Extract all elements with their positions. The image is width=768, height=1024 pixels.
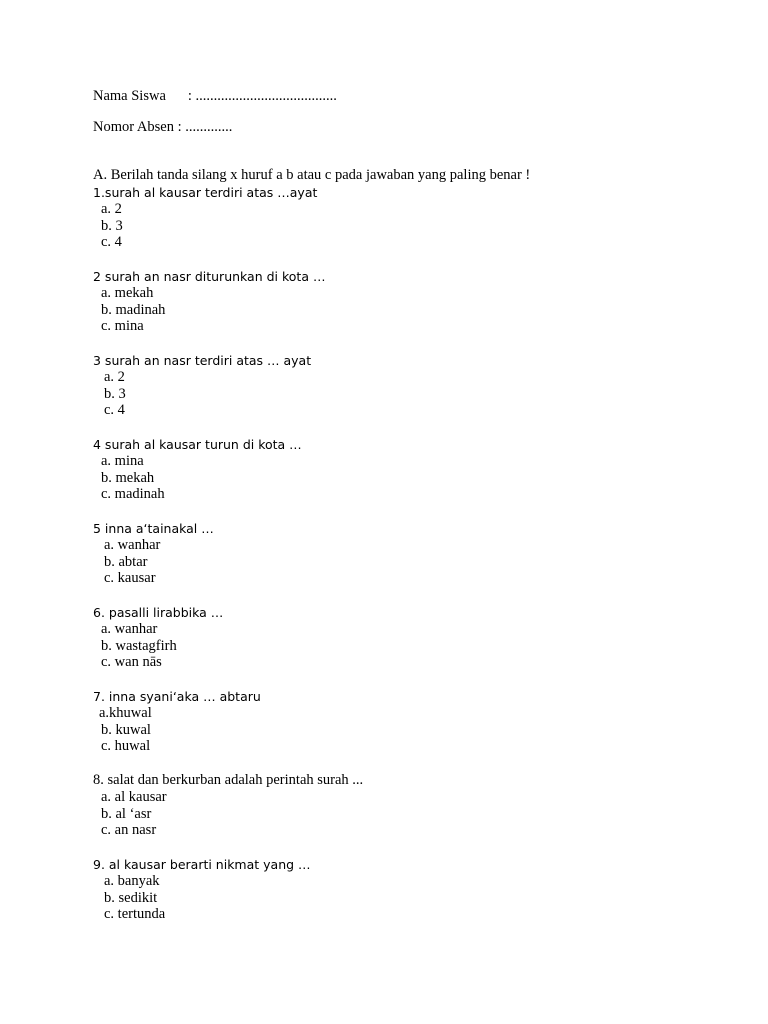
q1-option-a: a. 2 [101, 201, 122, 217]
absen-blank: ............. [185, 119, 233, 135]
student-name-label [93, 88, 337, 105]
q9-option-a: a. banyak [104, 873, 160, 889]
q4-option-c: c. madinah [101, 486, 165, 502]
question-6: 6. pasalli lirabbika … [93, 605, 224, 620]
q2-option-c: c. mina [101, 318, 144, 334]
q9-option-b: b. sedikit [104, 890, 158, 906]
q3-option-c: c. 4 [104, 402, 125, 418]
name-blank: : ....................................... [187, 88, 337, 104]
q8-option-c: c. an nasr [101, 822, 157, 838]
q4-option-a: a. mina [101, 453, 144, 469]
question-1: 1.surah al kausar terdiri atas …ayat [93, 185, 318, 200]
q5-option-c: c. kausar [104, 570, 156, 586]
q7-option-c: c. huwal [101, 738, 151, 754]
question-7: 7. inna syani‘aka … abtaru [93, 689, 261, 704]
q1-option-b: b. 3 [101, 218, 123, 234]
q8-option-b: b. al ‘asr [101, 806, 152, 822]
q6-option-c: c. wan nās [101, 654, 162, 670]
student-absen-label [93, 119, 232, 136]
question-5: 5 inna a‘tainakal … [93, 521, 214, 536]
q5-option-b: b. abtar [104, 554, 148, 570]
q3-option-a: a. 2 [104, 369, 125, 385]
q2-option-a: a. mekah [101, 285, 154, 301]
q6-option-b: b. wastagfirh [101, 638, 177, 654]
name-label: Nama Siswa [93, 88, 166, 104]
question-8: 8. salat dan berkurban adalah perintah surah ... [93, 772, 364, 788]
q4-option-b: b. mekah [101, 470, 155, 486]
q7-option-b: b. kuwal [101, 722, 151, 738]
question-4: 4 surah al kausar turun di kota … [93, 437, 302, 452]
section-instruction: A. Berilah tanda silang x huruf a b atau c pada jawaban yang paling benar ! [93, 167, 531, 183]
q2-option-b: b. madinah [101, 302, 166, 318]
q5-option-a: a. wanhar [104, 537, 161, 553]
q3-option-b: b. 3 [104, 386, 126, 402]
q8-option-a: a. al kausar [101, 789, 167, 805]
q9-option-c: c. tertunda [104, 906, 166, 922]
q7-option-a: a.khuwal [99, 705, 152, 721]
question-3: 3 surah an nasr terdiri atas … ayat [93, 353, 312, 368]
q6-option-a: a. wanhar [101, 621, 158, 637]
absen-label: Nomor Absen : [93, 119, 182, 135]
question-9: 9. al kausar berarti nikmat yang … [93, 857, 311, 872]
q1-option-c: c. 4 [101, 234, 122, 250]
question-2: 2 surah an nasr diturunkan di kota … [93, 269, 326, 284]
